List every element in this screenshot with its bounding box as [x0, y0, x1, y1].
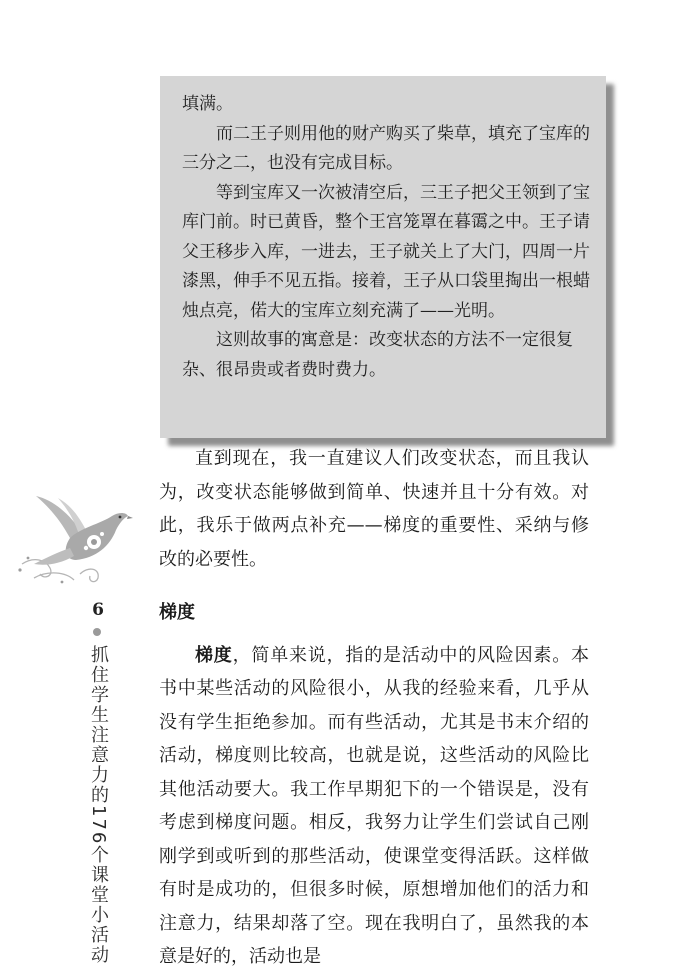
separator-dot-icon	[93, 628, 101, 636]
quote-paragraph-3: 等到宝库又一次被清空后，三王子把父王领到了宝库门前。时已黄昏，整个王宫笼罩在暮霭之中。王子请父王移步入库，一进去，王子就关上了大门，四周一片漆黑，伸手不见五指。接着，王子从口袋里掏出一根蜡烛点亮，偌大的宝库立刻充满了——光明。	[182, 182, 590, 321]
section-heading: 梯度	[159, 602, 195, 623]
quote-paragraph-1: 填满。	[182, 94, 233, 114]
book-title-vertical: 抓住学生注意力的176个课堂小活动	[88, 645, 109, 966]
bird-ornament-icon	[14, 486, 134, 586]
quote-paragraph-4: 这则故事的寓意是：改变状态的方法不一定很复杂、很昂贵或者费时费力。	[182, 330, 573, 380]
gradient-paragraph	[159, 639, 589, 974]
gradient-term: 梯度	[195, 644, 233, 666]
intro-paragraph: 直到现在，我一直建议人们改变状态，而且我认为，改变状态能够做到简单、快速并且十分有效。对此，我乐于做两点补充——梯度的重要性、采纳与修改的必要性。	[159, 448, 589, 570]
story-quote-box	[160, 76, 606, 438]
main-text	[159, 442, 589, 974]
gradient-paragraph-text: ，简单来说，指的是活动中的风险因素。本书中某些活动的风险很小，从我的经验来看，几乎从没有学生拒绝参加。而有些活动，尤其是书末介绍的活动，梯度则比较高，也就是说，这些活动的风险比其他活动要大。我工作早期犯下的一个错误是，没有考虑到梯度问题。相反，我努力让学生们尝试自己刚刚学到或听到的那些活动，使课堂变得活跃。这样做有时是成功的，但很多时候，原想增加他们的活力和注意力，结果却落了空。现在我明白了，虽然我的本意是好的，活动也是	[159, 644, 590, 967]
quote-paragraph-2: 而二王子则用他的财产购买了柴草，填充了宝库的三分之二，也没有完成目标。	[182, 123, 590, 173]
page-number: 6	[92, 600, 104, 620]
